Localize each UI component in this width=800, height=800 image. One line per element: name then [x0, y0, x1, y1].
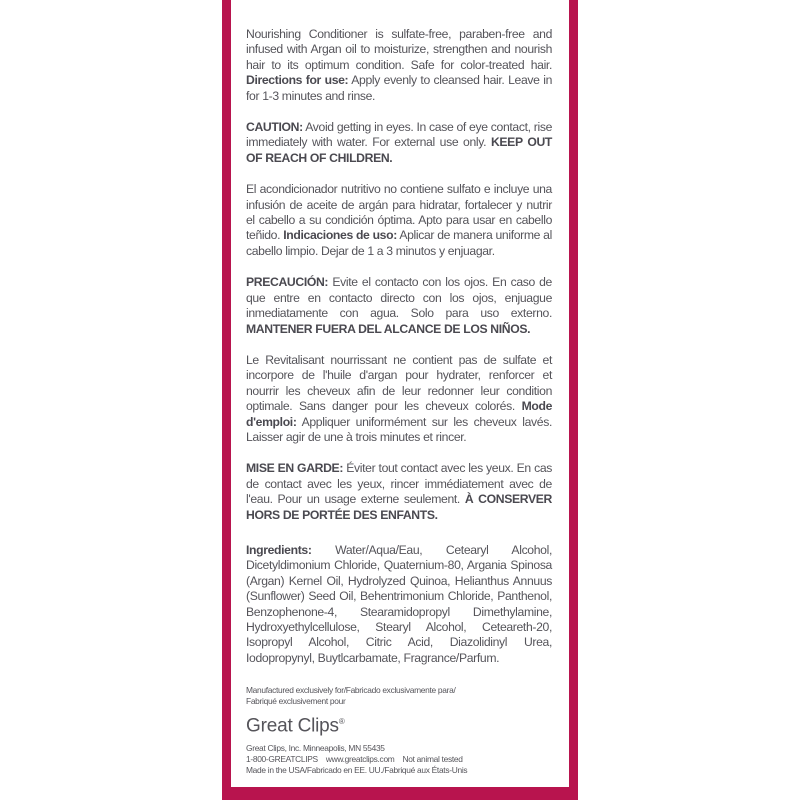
- ingredients-label: Ingredients:: [246, 542, 312, 557]
- french-description-block: [246, 353, 552, 445]
- english-description: Nourishing Conditioner is sulfate-free, paraben-free and infused with Argan oil to moisturize, strengthen and nourish hair to its optimum condition. Safe for color-treated hair.: [246, 27, 552, 72]
- spanish-directions-text: Aplicar de manera uniforme al cabello limpio. Dejar de 1 a 3 minutos y enjuagar.: [246, 228, 552, 258]
- manufactured-line-1: Manufactured exclusively for/Fabricado exclusivamente para/: [246, 685, 456, 695]
- label-content: [246, 27, 552, 682]
- english-directions-text: Apply evenly to cleansed hair. Leave in for 1-3 minutes and rinse.: [246, 73, 552, 103]
- registered-mark: ®: [338, 717, 345, 726]
- french-caution-text: Éviter tout contact avec les yeux. En cas de contact avec les yeux, rincer immédiatement avec de l'eau. Pour un usage externe seulement.: [246, 461, 552, 507]
- english-caution-label: CAUTION:: [246, 120, 303, 135]
- brand-logo: [246, 710, 556, 738]
- website-link: www.greatclips.com: [325, 754, 395, 765]
- label-footer: [246, 685, 556, 776]
- french-directions-label: Mode d'emploi:: [246, 399, 552, 429]
- ingredients-text: Water/Aqua/Eau, Cetearyl Alcohol, Dicetyldimonium Chloride, Quaternium-80, Argania Spinosa (Argan) Kernel Oil, Hydrolyzed Quinoa, Helianthus Annuus (Sunflower) Seed Oil, Behentrimonium Chloride, Panthenol, Benzophenone-4, Stearamidopropyl Dimethylamine, Hydroxyethylcellulose, Stearyl Alcohol, Ceteareth-20, Isopropyl Alcohol, Citric Acid, Diazolidinyl Urea, Iodopropynyl, Buytlcarbamate, Fragrance/Parfum.: [246, 542, 552, 665]
- french-directions-text: Appliquer uniformément sur les cheveux lavés. Laisser agir de une à trois minutes et rincer.: [246, 414, 552, 444]
- french-caution-block: [246, 461, 552, 523]
- product-label: [231, 0, 569, 787]
- not-animal-tested: Not animal tested: [402, 754, 463, 765]
- spanish-caution-block: [246, 275, 552, 337]
- phone-number: 1-800-GREATCLIPS: [246, 754, 318, 765]
- english-description-block: [246, 27, 552, 104]
- contact-line: [246, 754, 556, 765]
- manufactured-line-2: Fabriqué exclusivement pour: [246, 696, 346, 706]
- french-caution-label: MISE EN GARDE:: [246, 461, 344, 476]
- company-address: Great Clips, Inc. Minneapolis, MN 55435: [246, 743, 385, 754]
- english-caution-block: [246, 120, 552, 166]
- brand-name: Great Clips: [246, 715, 339, 737]
- spanish-caution-warning: MANTENER FUERA DEL ALCANCE DE LOS NIÑOS.: [246, 321, 531, 336]
- made-in-usa: Made in the USA/Fabricado en EE. UU./Fabriqué aux États-Unis: [246, 765, 468, 776]
- english-caution-warning: KEEP OUT OF REACH OF CHILDREN.: [246, 135, 552, 165]
- french-caution-warning: À CONSERVER HORS DE PORTÉE DES ENFANTS.: [246, 492, 552, 522]
- spanish-description-block: [246, 182, 552, 259]
- spanish-caution-text: Evite el contacto con los ojos. En caso de que entre en contacto directo con los ojos, enjuague inmediatamente con agua. Solo para uso externo.: [246, 275, 552, 321]
- french-description: Le Revitalisant nourrissant ne contient pas de sulfate et incorpore de l'huile d'argan pour hydrater, renforcer et nourrir les cheveux afin de leur redonner leur condition optimale. Sans danger pour les cheveux colorés.: [246, 352, 552, 414]
- spanish-description: El acondicionador nutritivo no contiene sulfato e incluye una infusión de aceite de argán para hidratar, fortalecer y nutrir el cabello a su condición óptima. Apto para usar en cabello teñido.: [246, 182, 552, 243]
- ingredients-block: [246, 543, 552, 666]
- english-directions-label: Directions for use:: [246, 73, 349, 88]
- english-caution-text: Avoid getting in eyes. In case of eye contact, rise immediately with water. For external use only.: [246, 120, 552, 150]
- spanish-caution-label: PRECAUCIÓN:: [246, 275, 329, 290]
- spanish-directions-label: Indicaciones de uso:: [283, 228, 397, 243]
